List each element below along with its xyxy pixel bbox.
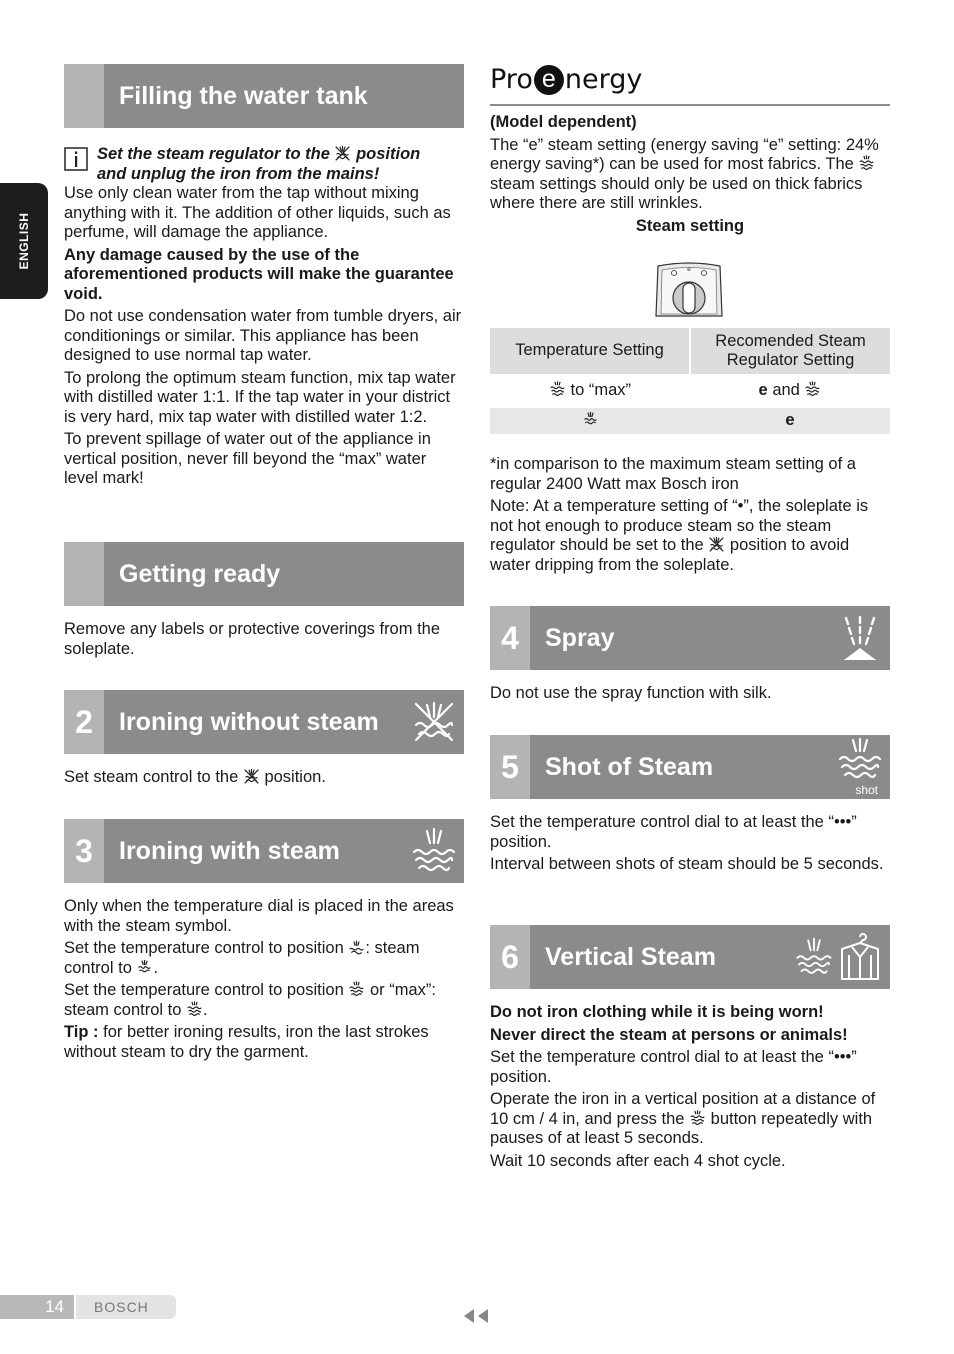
nosteam-section	[64, 768, 464, 791]
filling-p3: Do not use condensation water from tumble dryers, air conditionings or similar. This appliance has been designed to use normal tap water.	[64, 307, 462, 364]
steam-icon	[582, 411, 599, 428]
table-cell-and: and	[772, 381, 800, 400]
steam-p2c: .	[153, 958, 159, 977]
garment-on-hanger-icon	[836, 933, 884, 981]
vertical-p3: Wait 10 seconds after each 4 shot cycle.	[490, 1151, 786, 1170]
spray-section	[490, 684, 890, 707]
logo-pro: Pro	[490, 64, 533, 95]
table-header-regulator: Recomended Steam Regulator Setting	[715, 331, 866, 369]
logo-nergy: nergy	[564, 64, 643, 95]
proenergy-notes	[490, 455, 890, 578]
table-header-temperature: Temperature Setting	[490, 328, 690, 374]
steam-regulator-illustration	[652, 262, 726, 318]
steam-p3a: Set the temperature control to position	[64, 981, 344, 999]
table-cell	[690, 374, 890, 408]
table-row	[490, 408, 890, 434]
section-number: 6	[490, 925, 530, 989]
no-steam-icon	[334, 145, 351, 162]
steam-header-icon	[410, 827, 458, 875]
steam-p2a: Set the temperature control to position	[64, 939, 344, 957]
note-prefix: Set the steam regulator to the	[97, 145, 330, 163]
section-number: 2	[64, 690, 104, 754]
max-steam-icon	[858, 155, 875, 172]
footer-brand: BOSCH	[76, 1295, 176, 1319]
shot-p2: Interval between shots of steam should be 5 seconds.	[490, 855, 884, 873]
filling-p4: To prolong the optimum steam function, mix tap water with distilled water 1:1. If the tap water in your district is very hard, mix tap water with distilled water 1:2.	[64, 368, 456, 426]
header-marker	[64, 542, 104, 606]
ready-p1: Remove any labels or protective coverings from the soleplate.	[64, 620, 441, 658]
back-arrows-icon	[462, 1308, 490, 1324]
no-steam-icon	[243, 768, 260, 785]
note-line2: and unplug the iron from the mains!	[97, 164, 380, 183]
steam-settings-table	[490, 328, 890, 434]
shot-section	[490, 813, 890, 878]
vertical-warning-1: Do not iron clothing while it is being worn!	[490, 1003, 824, 1021]
nosteam-title: Ironing without steam	[119, 707, 379, 736]
nosteam-text-a: Set steam control to the	[64, 768, 239, 786]
section-number: 4	[490, 606, 530, 670]
vertical-title: Vertical Steam	[545, 942, 716, 971]
one-dot-steam-icon	[348, 939, 365, 956]
section-number: 5	[490, 735, 530, 799]
table-cell	[490, 374, 690, 408]
shot-header	[490, 735, 890, 799]
filling-p1: Use only clean water from the tap without mixing anything with it. The addition of other liquids, such as perfume, will damage the appliance.	[64, 184, 451, 241]
table-row	[490, 374, 890, 408]
table-cell	[490, 408, 690, 434]
proenergy-p1b: steam settings should only be used on thick fabrics where there are still wrinkles.	[490, 174, 863, 212]
vertical-p1: Set the temperature control dial to at least the “•••” position.	[490, 1048, 857, 1086]
tip-text: for better ironing results, iron the last strokes without steam to dry the garment.	[64, 1023, 429, 1061]
table-cell-text: to “max”	[570, 381, 632, 400]
max-steam-icon	[804, 381, 821, 398]
shot-button-icon	[689, 1110, 706, 1127]
max-steam-icon	[348, 981, 365, 998]
section-number: 3	[64, 819, 104, 883]
filling-header	[64, 64, 464, 128]
max-steam-icon	[549, 381, 566, 398]
steam-p3c: .	[202, 1000, 208, 1019]
spray-title: Spray	[545, 623, 615, 652]
model-dependent: (Model dependent)	[490, 113, 637, 131]
vertical-warning-2: Never direct the steam at persons or animals!	[490, 1025, 848, 1044]
vertical-header	[490, 925, 890, 989]
language-label: ENGLISH	[17, 212, 31, 270]
steam-icon-vertical	[794, 933, 834, 981]
filling-p2: Any damage caused by the use of the aforementioned products will make the guarantee void.	[64, 245, 454, 303]
vertical-p2a: Operate the iron in a vertical position at a distance of 10 cm / 4 in, and press the	[490, 1090, 876, 1128]
nosteam-text-b: position.	[264, 768, 326, 786]
proenergy-p1a: The “e” steam setting (energy saving “e” setting: 24% energy saving*) can be used for most fabrics. The	[490, 135, 879, 173]
ready-section	[64, 620, 464, 662]
steam-p1: Only when the temperature dial is placed in the areas with the steam symbol.	[64, 897, 454, 935]
tip-label: Tip :	[64, 1023, 99, 1041]
info-icon	[64, 147, 88, 171]
header-marker	[64, 64, 104, 128]
steam-setting-title: Steam setting	[635, 216, 745, 235]
proenergy-section	[490, 113, 890, 239]
filling-p5: To prevent spillage of water out of the appliance in vertical position, never fill beyond the “max” water level mark!	[64, 430, 431, 487]
spray-p1: Do not use the spray function with silk.	[490, 684, 772, 702]
ready-header	[64, 542, 464, 606]
no-steam-icon	[708, 536, 725, 553]
proenergy-logo	[490, 64, 890, 106]
shot-icon-label: shot	[855, 783, 878, 797]
shot-p1: Set the temperature control dial to at least the “•••” position.	[490, 813, 857, 851]
steam-title: Ironing with steam	[119, 836, 340, 865]
steam-icon	[136, 959, 153, 976]
steam-p2b: : steam control to	[64, 939, 420, 977]
table-cell-e: e	[785, 411, 795, 430]
nosteam-header	[64, 690, 464, 754]
svg-text:e: e	[687, 266, 691, 273]
vertical-p2b: button repeatedly with pauses of at least 5 seconds.	[490, 1109, 873, 1147]
shot-title: Shot of Steam	[545, 752, 714, 781]
spray-header	[490, 606, 890, 670]
logo-e-badge: e	[534, 65, 564, 95]
filling-note	[64, 145, 464, 184]
filling-section	[64, 145, 464, 492]
note-text-b: position to avoid water dripping from the soleplate.	[490, 536, 850, 574]
note-text-a: Note: At a temperature setting of “•”, the soleplate is not hot enough to produce steam so the steam regulator should be set to the	[490, 497, 869, 554]
ready-title: Getting ready	[119, 559, 281, 588]
table-cell-e: e	[758, 381, 768, 400]
language-tab	[0, 183, 48, 299]
page-number: 14	[0, 1295, 74, 1319]
shot-of-steam-icon	[836, 738, 884, 786]
table-header-row	[490, 328, 890, 374]
steam-p3b: or “max”: steam control to	[64, 981, 436, 1019]
no-steam-header-icon	[410, 698, 458, 746]
vertical-section	[490, 1003, 890, 1174]
max-steam-icon	[186, 1001, 203, 1018]
steam-section	[64, 897, 464, 1065]
footnote: *in comparison to the maximum steam setting of a regular 2400 Watt max Bosch iron	[490, 455, 856, 493]
spray-icon	[836, 614, 884, 662]
steam-header	[64, 819, 464, 883]
filling-title: Filling the water tank	[119, 81, 368, 110]
note-suffix: position	[356, 145, 421, 163]
